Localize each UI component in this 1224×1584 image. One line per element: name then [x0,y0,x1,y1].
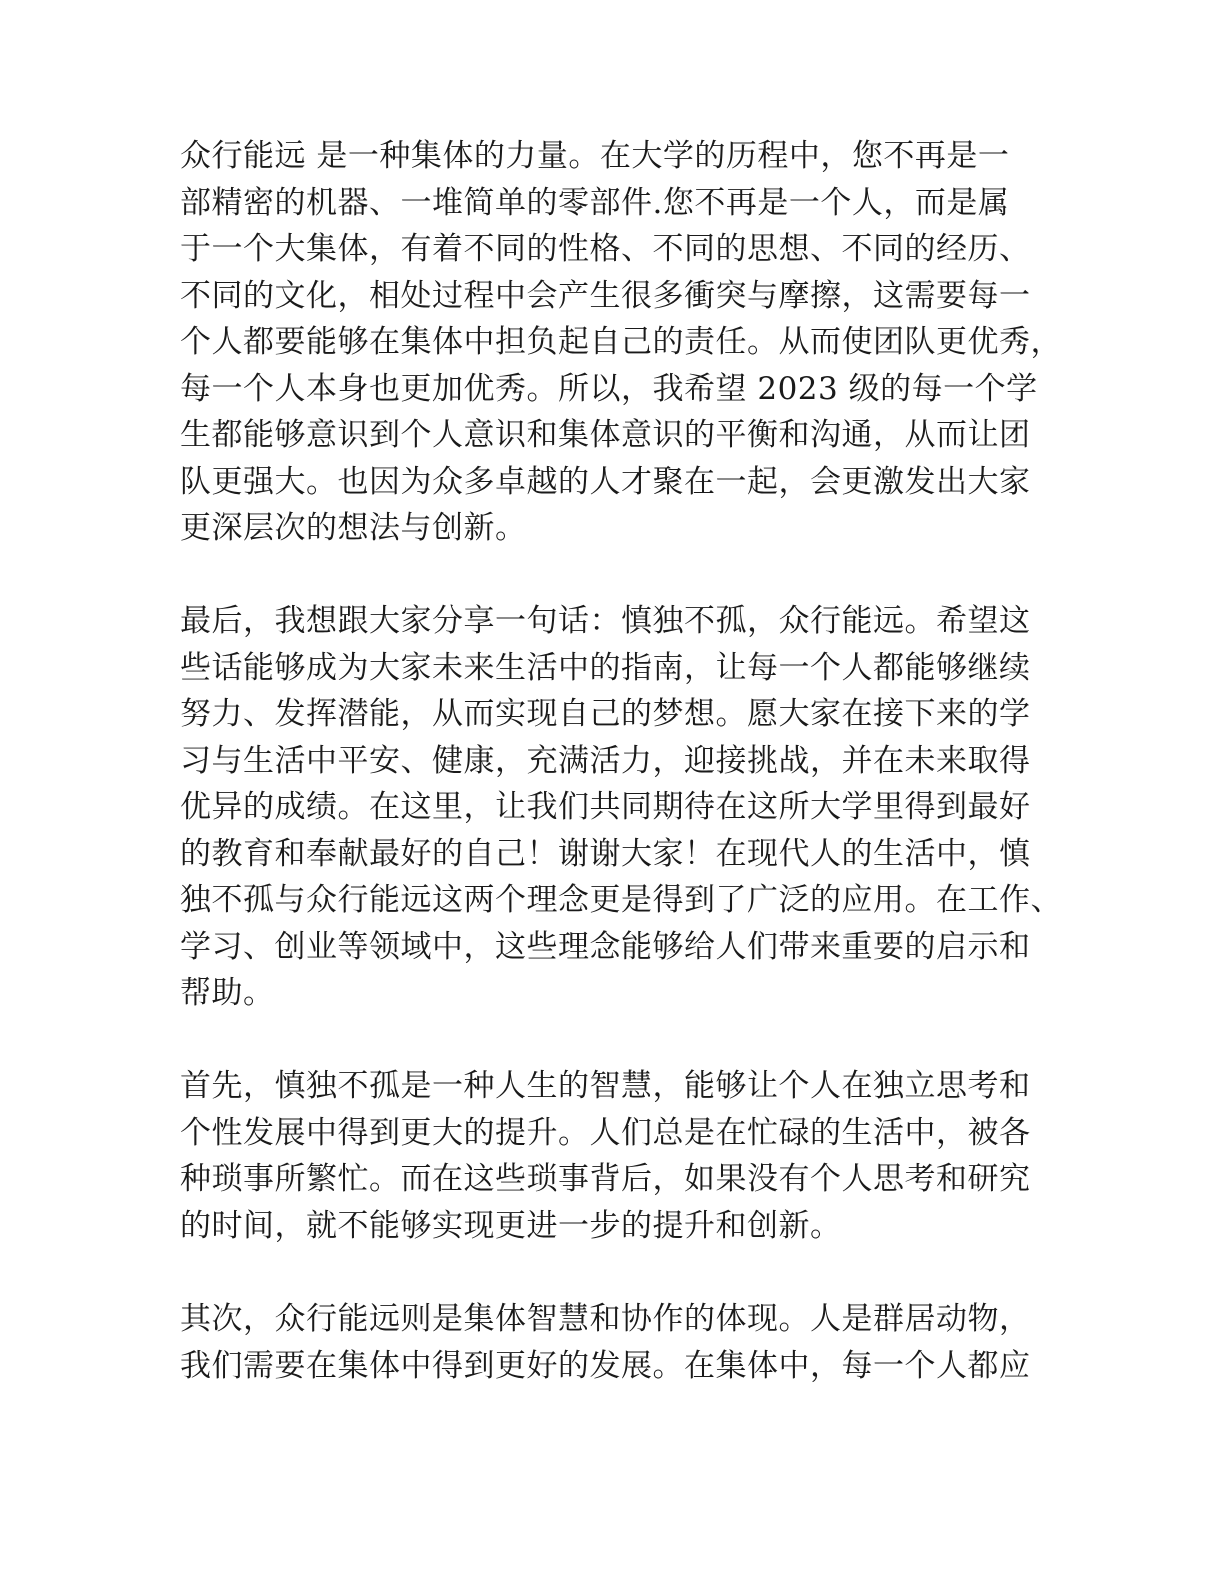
text-line: 于一个大集体，有着不同的性格、不同的思想、不同的经历、 [180,231,1031,267]
text-line: 生都能够意识到个人意识和集体意识的平衡和沟通，从而让团 [180,417,1031,453]
paragraph-first-point [180,1063,1080,1249]
text-line: 每一个人本身也更加优秀。所以，我希望 2023 级的每一个学 [180,370,1038,407]
text-line: 的教育和奉献最好的自己！谢谢大家！在现代人的生活中，慎 [180,835,1031,872]
text-line: 更深层次的想法与创新。 [180,510,527,546]
text-line: 队更强大。也因为众多卓越的人才聚在一起，会更激发出大家 [180,463,1031,500]
text-line: 些话能够成为大家未来生活中的指南，让每一个人都能够继续 [180,649,1031,686]
text-line: 努力、发挥潜能，从而实现自己的梦想。愿大家在接下来的学 [180,696,1031,732]
text-line: 首先，慎独不孤是一种人生的智慧，能够让个人在独立思考和 [180,1068,1031,1104]
text-line: 最后，我想跟大家分享一句话：慎独不孤，众行能远。希望这 [180,603,1031,639]
text-line: 我们需要在集体中得到更好的发展。在集体中，每一个人都应 [180,1347,1031,1384]
text-line: 学习、创业等领域中，这些理念能够给人们带来重要的启示和 [180,928,1031,965]
text-line: 个人都要能够在集体中担负起自己的责任。从而使团队更优秀， [180,324,1062,360]
text-line: 众行能远 是一种集体的力量。在大学的历程中，您不再是一 [180,138,1010,174]
text-line: 不同的文化，相处过程中会产生很多衝突与摩擦，这需要每一 [180,277,1031,314]
text-line: 独不孤与众行能远这两个理念更是得到了广泛的应用。在工作、 [180,882,1062,918]
text-line: 个性发展中得到更大的提升。人们总是在忙碌的生活中，被各 [180,1114,1031,1151]
text-line: 种琐事所繁忙。而在这些琐事背后，如果没有个人思考和研究 [180,1161,1031,1197]
text-line: 帮助。 [180,975,275,1011]
paragraph-second-point [180,1296,1080,1389]
paragraph-collective-strength [180,133,1080,552]
text-line: 的时间，就不能够实现更进一步的提升和创新。 [180,1207,842,1244]
paragraph-closing-message [180,598,1080,1017]
text-line: 部精密的机器、一堆简单的零部件.您不再是一个人，而是属 [180,184,1010,221]
text-line: 习与生活中平安、健康，充满活力，迎接挑战，并在未来取得 [180,742,1031,779]
text-line: 其次，众行能远则是集体智慧和协作的体现。人是群居动物， [180,1301,1031,1337]
text-line: 优异的成绩。在这里，让我们共同期待在这所大学里得到最好 [180,789,1031,825]
